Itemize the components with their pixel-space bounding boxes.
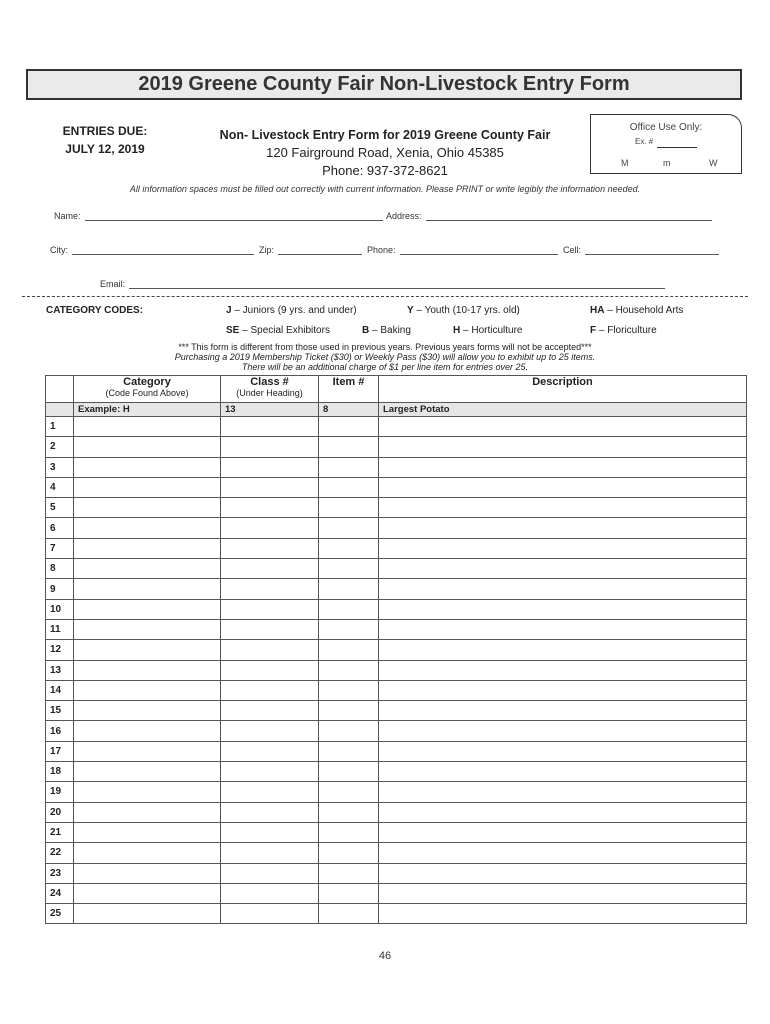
table-row — [46, 762, 747, 782]
item-cell[interactable] — [319, 559, 379, 579]
item-cell[interactable] — [319, 701, 379, 721]
form-title: 2019 Greene County Fair Non-Livestock Entry Form — [26, 69, 742, 100]
description-cell[interactable] — [379, 538, 747, 558]
category-cell[interactable] — [74, 660, 221, 680]
item-cell[interactable] — [319, 417, 379, 437]
row-number: 5 — [46, 498, 74, 518]
description-cell[interactable] — [379, 599, 747, 619]
row-number: 22 — [46, 843, 74, 863]
table-row — [46, 883, 747, 903]
description-cell[interactable] — [379, 883, 747, 903]
class-cell[interactable] — [221, 863, 319, 883]
cell-label: Cell: — [563, 245, 582, 255]
item-cell[interactable] — [319, 802, 379, 822]
category-cell[interactable] — [74, 640, 221, 660]
example-class: 13 — [221, 403, 319, 417]
name-label: Name: — [54, 211, 81, 221]
code-horticulture: H – Horticulture — [453, 325, 523, 336]
form-heading: Non- Livestock Entry Form for 2019 Greene County Fair — [219, 128, 551, 142]
row-number: 3 — [46, 457, 74, 477]
description-cell[interactable] — [379, 518, 747, 538]
description-cell[interactable] — [379, 477, 747, 497]
description-cell[interactable] — [379, 741, 747, 761]
city-label: City: — [50, 245, 68, 255]
class-cell[interactable] — [221, 599, 319, 619]
row-number: 18 — [46, 762, 74, 782]
email-field[interactable] — [100, 279, 665, 289]
description-cell[interactable] — [379, 579, 747, 599]
category-cell[interactable] — [74, 417, 221, 437]
item-cell[interactable] — [319, 904, 379, 924]
address-label: Address: — [386, 211, 422, 221]
email-input-line[interactable] — [129, 279, 665, 289]
description-cell[interactable] — [379, 904, 747, 924]
class-cell[interactable] — [221, 417, 319, 437]
row-number: 12 — [46, 640, 74, 660]
office-m-lower-label: m — [663, 158, 671, 168]
table-row — [46, 579, 747, 599]
phone-input-line[interactable] — [400, 245, 558, 255]
code-household-arts: HA – Household Arts — [590, 305, 684, 316]
class-cell[interactable] — [221, 518, 319, 538]
row-number: 20 — [46, 802, 74, 822]
table-row — [46, 701, 747, 721]
row-number: 7 — [46, 538, 74, 558]
item-cell[interactable] — [319, 843, 379, 863]
table-row — [46, 498, 747, 518]
entries-due-label: ENTRIES DUE: — [62, 124, 148, 138]
cell-field[interactable] — [563, 245, 719, 255]
table-row — [46, 721, 747, 741]
row-number: 6 — [46, 518, 74, 538]
description-cell[interactable] — [379, 680, 747, 700]
category-cell[interactable] — [74, 721, 221, 741]
class-cell[interactable] — [221, 498, 319, 518]
table-row — [46, 843, 747, 863]
item-cell[interactable] — [319, 680, 379, 700]
item-cell[interactable] — [319, 822, 379, 842]
row-number: 13 — [46, 660, 74, 680]
extra-charge-note: There will be an additional charge of $1 per line item for entries over 25. — [241, 362, 529, 372]
city-input-line[interactable] — [72, 245, 254, 255]
header-item: Item # — [319, 376, 379, 403]
table-row — [46, 559, 747, 579]
table-row — [46, 518, 747, 538]
class-cell[interactable] — [221, 701, 319, 721]
row-number: 11 — [46, 619, 74, 639]
phone-field[interactable] — [367, 245, 558, 255]
class-cell[interactable] — [221, 538, 319, 558]
row-number: 14 — [46, 680, 74, 700]
class-cell[interactable] — [221, 640, 319, 660]
category-cell[interactable] — [74, 457, 221, 477]
class-cell[interactable] — [221, 741, 319, 761]
category-codes-label: CATEGORY CODES: — [46, 305, 144, 316]
category-cell[interactable] — [74, 762, 221, 782]
class-cell[interactable] — [221, 782, 319, 802]
item-cell[interactable] — [319, 599, 379, 619]
class-cell[interactable] — [221, 762, 319, 782]
class-cell[interactable] — [221, 883, 319, 903]
description-cell[interactable] — [379, 843, 747, 863]
description-cell[interactable] — [379, 417, 747, 437]
class-cell[interactable] — [221, 579, 319, 599]
class-cell[interactable] — [221, 477, 319, 497]
description-cell[interactable] — [379, 802, 747, 822]
item-cell[interactable] — [319, 721, 379, 741]
item-cell[interactable] — [319, 457, 379, 477]
example-row — [46, 403, 747, 417]
class-cell[interactable] — [221, 802, 319, 822]
code-floriculture: F – Floriculture — [590, 325, 657, 336]
table-row — [46, 619, 747, 639]
office-ex-label: Ex. # — [635, 137, 654, 146]
dashed-divider — [22, 296, 748, 297]
category-cell[interactable] — [74, 701, 221, 721]
description-cell[interactable] — [379, 619, 747, 639]
category-cell[interactable] — [74, 538, 221, 558]
code-baking: B – Baking — [362, 325, 411, 336]
table-row — [46, 822, 747, 842]
row-number: 23 — [46, 863, 74, 883]
description-cell[interactable] — [379, 457, 747, 477]
address-input-line[interactable] — [426, 211, 712, 221]
table-row — [46, 437, 747, 457]
category-cell[interactable] — [74, 599, 221, 619]
table-row — [46, 863, 747, 883]
class-cell[interactable] — [221, 619, 319, 639]
category-cell[interactable] — [74, 477, 221, 497]
office-use-box — [590, 114, 742, 174]
item-cell[interactable] — [319, 660, 379, 680]
category-cell[interactable] — [74, 863, 221, 883]
row-number: 2 — [46, 437, 74, 457]
category-cell[interactable] — [74, 559, 221, 579]
office-w-label: W — [709, 158, 718, 168]
entries-table — [45, 375, 747, 924]
category-cell[interactable] — [74, 680, 221, 700]
phone-label: Phone: — [367, 245, 396, 255]
header-category: Category (Code Found Above) — [74, 376, 221, 403]
item-cell[interactable] — [319, 762, 379, 782]
row-number: 9 — [46, 579, 74, 599]
class-cell[interactable] — [221, 680, 319, 700]
category-cell[interactable] — [74, 619, 221, 639]
category-cell[interactable] — [74, 498, 221, 518]
class-cell[interactable] — [221, 437, 319, 457]
office-ex-line — [657, 147, 697, 148]
row-number: 10 — [46, 599, 74, 619]
row-number: 16 — [46, 721, 74, 741]
description-cell[interactable] — [379, 640, 747, 660]
description-cell[interactable] — [379, 437, 747, 457]
page-number: 46 — [378, 950, 392, 962]
class-cell[interactable] — [221, 559, 319, 579]
table-row — [46, 660, 747, 680]
email-label: Email: — [100, 279, 126, 289]
table-row — [46, 599, 747, 619]
category-cell[interactable] — [74, 518, 221, 538]
category-cell[interactable] — [74, 741, 221, 761]
table-header-row — [46, 376, 747, 403]
category-cell[interactable] — [74, 437, 221, 457]
zip-input-line[interactable] — [278, 245, 362, 255]
instructions: All information spaces must be filled out correctly with current information. Please PRINT or write legibly the information needed. — [129, 184, 641, 194]
zip-field[interactable] — [259, 245, 362, 255]
table-row — [46, 417, 747, 437]
item-cell[interactable] — [319, 518, 379, 538]
description-cell[interactable] — [379, 559, 747, 579]
row-number: 19 — [46, 782, 74, 802]
description-cell[interactable] — [379, 762, 747, 782]
table-row — [46, 477, 747, 497]
table-row — [46, 782, 747, 802]
class-cell[interactable] — [221, 904, 319, 924]
zip-label: Zip: — [259, 245, 275, 255]
item-cell[interactable] — [319, 498, 379, 518]
code-youth: Y – Youth (10-17 yrs. old) — [407, 305, 520, 316]
name-field[interactable] — [54, 211, 383, 221]
table-row — [46, 457, 747, 477]
code-special-exhibitors: SE – Special Exhibitors — [226, 325, 330, 336]
item-cell[interactable] — [319, 863, 379, 883]
class-cell[interactable] — [221, 721, 319, 741]
address-field[interactable] — [386, 211, 712, 221]
item-cell[interactable] — [319, 538, 379, 558]
header-row-number — [46, 376, 74, 403]
table-row — [46, 741, 747, 761]
table-row — [46, 680, 747, 700]
name-input-line[interactable] — [85, 211, 383, 221]
item-cell[interactable] — [319, 619, 379, 639]
item-cell[interactable] — [319, 741, 379, 761]
membership-note: Purchasing a 2019 Membership Ticket ($30) or Weekly Pass ($30) will allow you to exhibit up to 25 items. — [174, 352, 596, 362]
form-change-note: *** This form is different from those used in previous years. Previous years forms will not be accepted*** — [178, 342, 592, 352]
item-cell[interactable] — [319, 579, 379, 599]
description-cell[interactable] — [379, 498, 747, 518]
category-cell[interactable] — [74, 802, 221, 822]
form-header — [190, 126, 580, 180]
item-cell[interactable] — [319, 477, 379, 497]
row-number: 21 — [46, 822, 74, 842]
table-row — [46, 904, 747, 924]
category-cell[interactable] — [74, 822, 221, 842]
header-description: Description — [379, 376, 747, 403]
class-cell[interactable] — [221, 660, 319, 680]
city-field[interactable] — [50, 245, 254, 255]
table-row — [46, 640, 747, 660]
table-row — [46, 802, 747, 822]
row-number: 24 — [46, 883, 74, 903]
example-category: Example: H — [74, 403, 221, 417]
row-number: 8 — [46, 559, 74, 579]
row-number: 15 — [46, 701, 74, 721]
description-cell[interactable] — [379, 863, 747, 883]
entries-due — [50, 122, 160, 158]
description-cell[interactable] — [379, 782, 747, 802]
row-number: 4 — [46, 477, 74, 497]
office-m-label: M — [621, 158, 629, 168]
header-class: Class # (Under Heading) — [221, 376, 319, 403]
row-number: 25 — [46, 904, 74, 924]
office-use-title: Office Use Only: — [629, 122, 703, 133]
row-number: 1 — [46, 417, 74, 437]
item-cell[interactable] — [319, 883, 379, 903]
category-cell[interactable] — [74, 883, 221, 903]
entries-due-date: JULY 12, 2019 — [65, 142, 145, 156]
category-cell[interactable] — [74, 579, 221, 599]
description-cell[interactable] — [379, 822, 747, 842]
description-cell[interactable] — [379, 721, 747, 741]
row-number: 17 — [46, 741, 74, 761]
item-cell[interactable] — [319, 640, 379, 660]
category-cell[interactable] — [74, 904, 221, 924]
example-description: Largest Potato — [379, 403, 747, 417]
class-cell[interactable] — [221, 843, 319, 863]
fair-phone: Phone: 937-372-8621 — [322, 163, 448, 178]
description-cell[interactable] — [379, 660, 747, 680]
code-juniors: J – Juniors (9 yrs. and under) — [226, 305, 357, 316]
item-cell[interactable] — [319, 437, 379, 457]
cell-input-line[interactable] — [585, 245, 719, 255]
description-cell[interactable] — [379, 701, 747, 721]
class-cell[interactable] — [221, 457, 319, 477]
item-cell[interactable] — [319, 782, 379, 802]
table-row — [46, 538, 747, 558]
category-cell[interactable] — [74, 782, 221, 802]
fair-address: 120 Fairground Road, Xenia, Ohio 45385 — [266, 145, 504, 160]
category-cell[interactable] — [74, 843, 221, 863]
example-item: 8 — [319, 403, 379, 417]
class-cell[interactable] — [221, 822, 319, 842]
